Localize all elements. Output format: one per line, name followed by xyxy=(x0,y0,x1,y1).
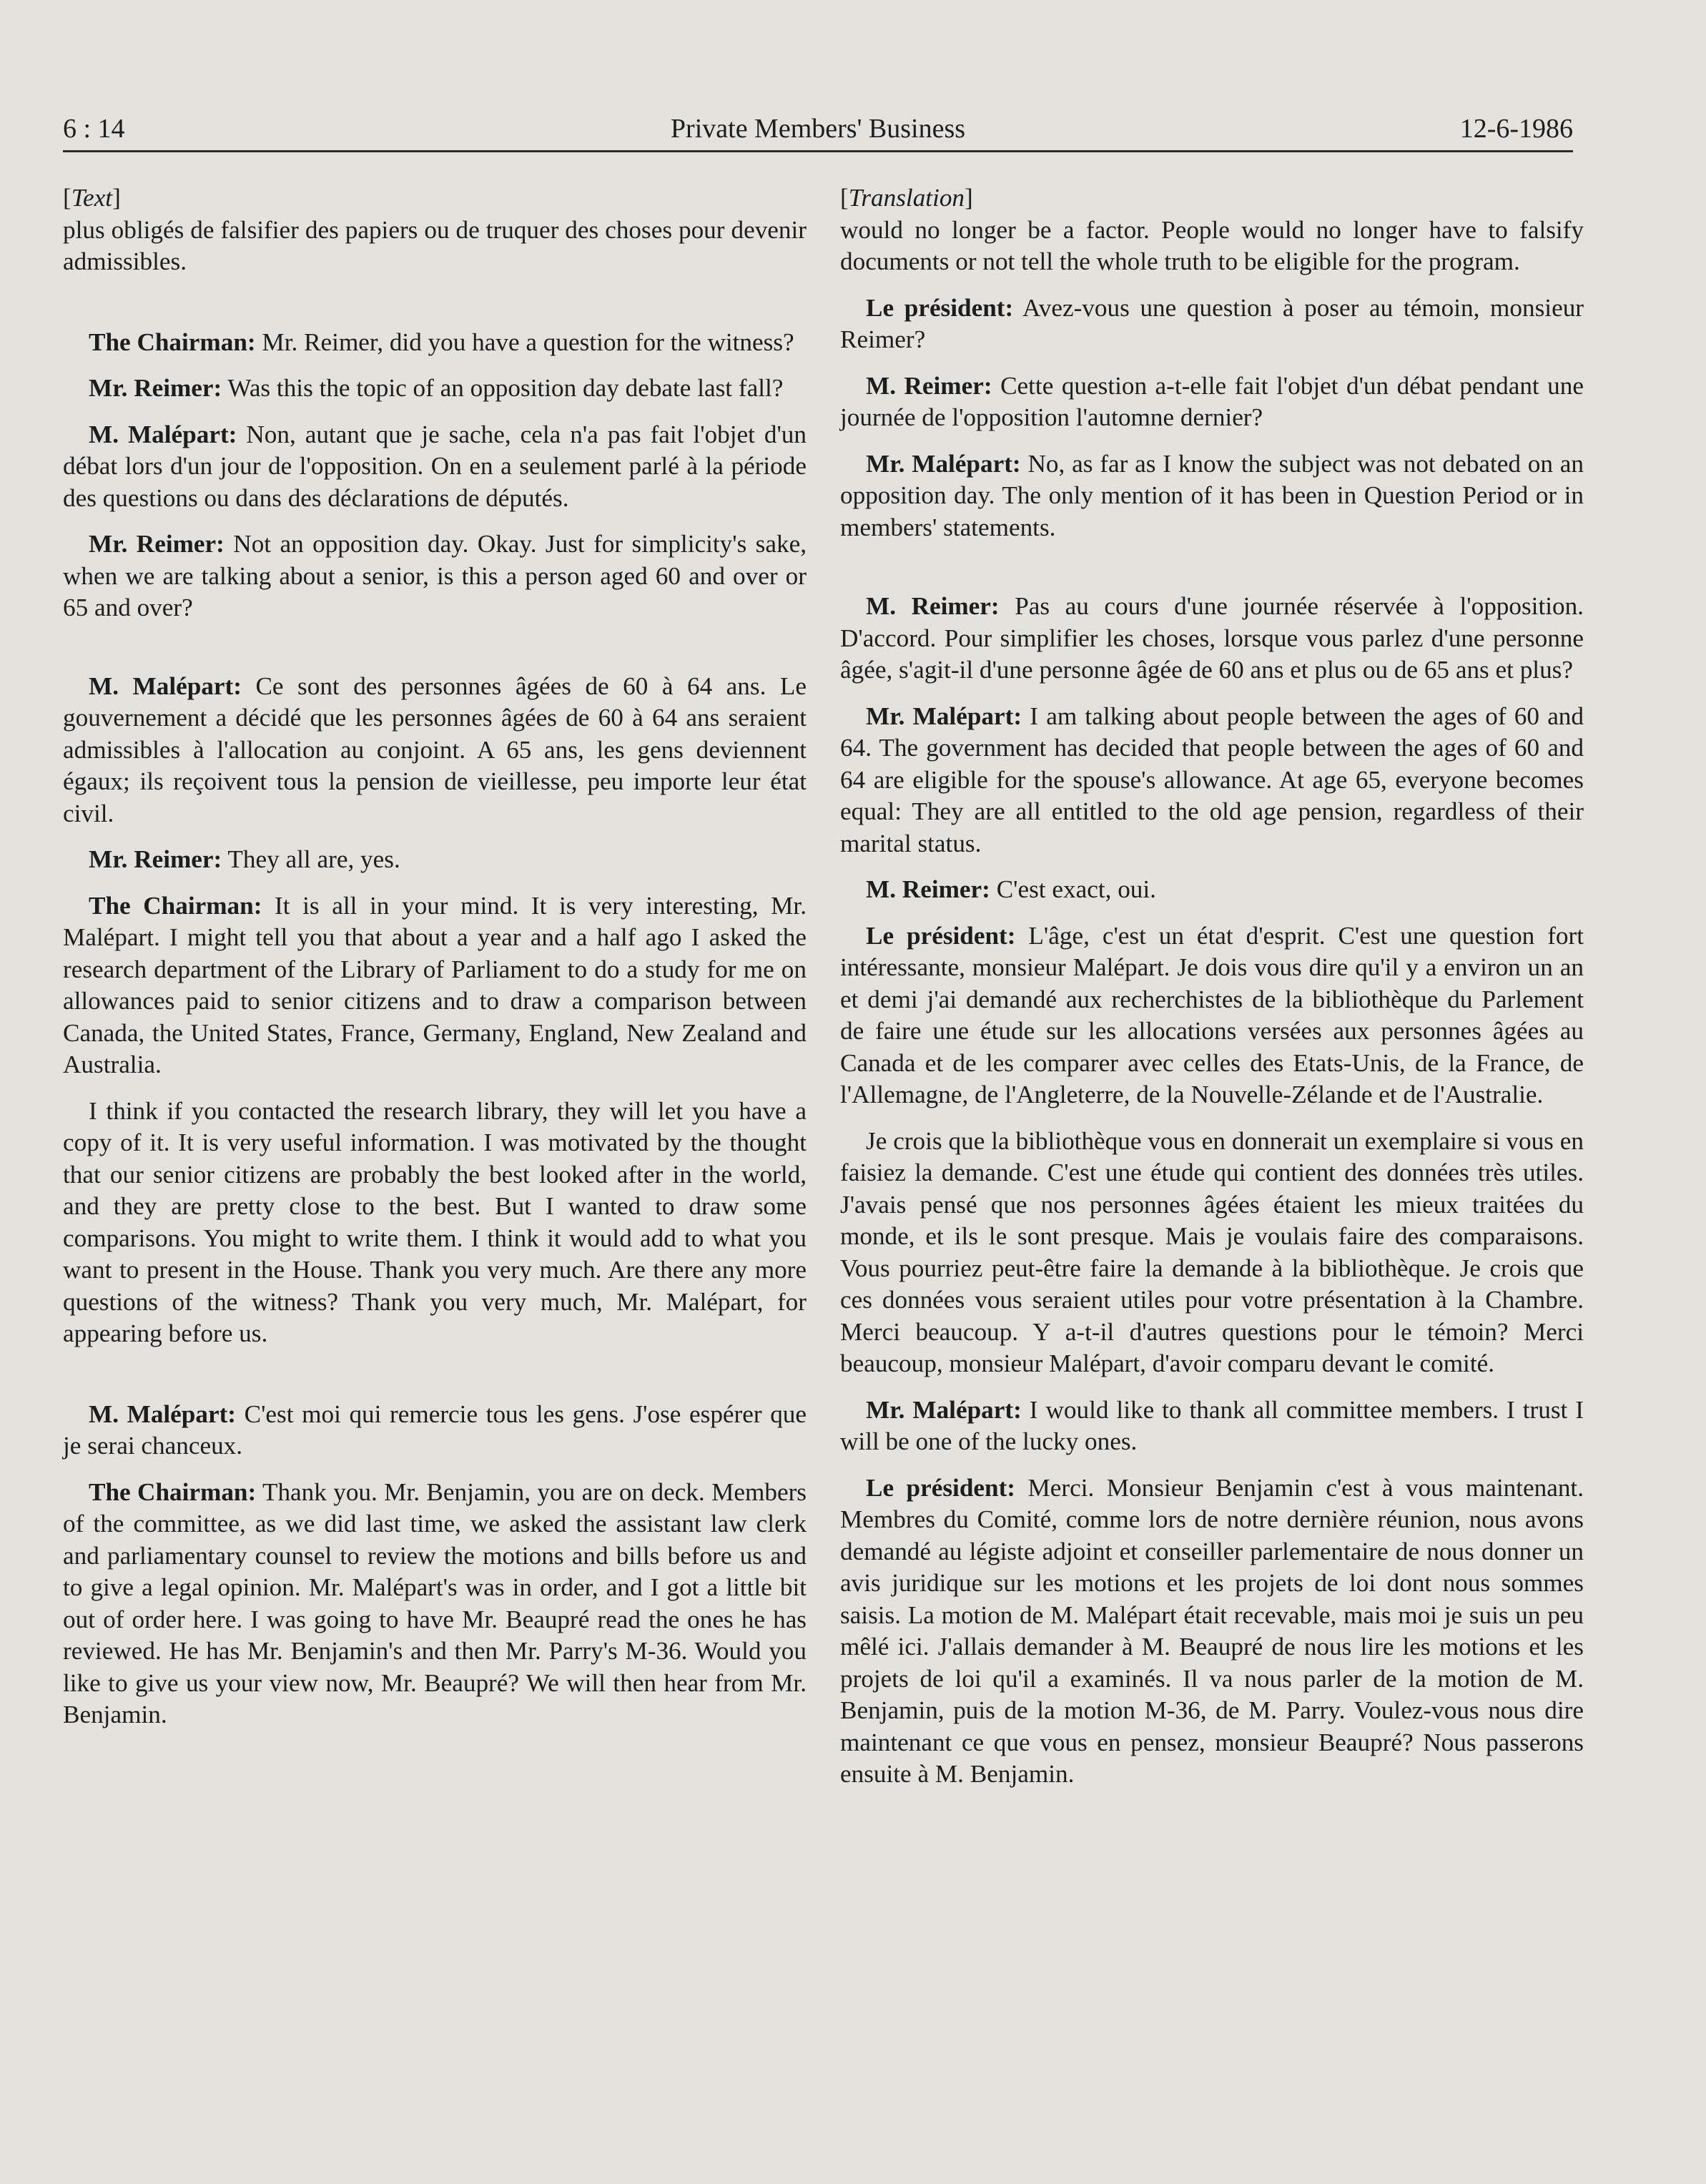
speech-paragraph: Mr. Reimer: They all are, yes. xyxy=(89,845,400,873)
page-title: Private Members' Business xyxy=(670,114,966,144)
speech-paragraph: M. Malépart: Non, autant que je sache, cela n'a pas fait l'objet d'un débat lors d'un jour de l'opposition. On en a seulement parlé à la période des questions ou dans des déclarations de députés. xyxy=(63,420,807,512)
speech-paragraph: M. Reimer: Pas au cours d'une journée réservée à l'opposition. D'accord. Pour simplifier les choses, lorsque vous parlez d'une personne âgée, s'agit-il d'une personne âgée de 60 ans et plus ou de 65 ans et plus? xyxy=(840,592,1584,684)
speaker-name: M. Reimer: xyxy=(866,371,992,400)
speaker-name: M. Reimer: xyxy=(866,592,1000,620)
speaker-name: Mr. Malépart: xyxy=(866,1395,1022,1424)
continued-paragraph: would no longer be a factor. People would no longer have to falsify documents or not tell the whole truth to be eligible for the program. xyxy=(840,215,1584,275)
speech-paragraph: Mr. Malépart: No, as far as I know the subject was not debated on an opposition day. The only mention of it has been in Question Period or in members' statements. xyxy=(840,449,1584,541)
speaker-name: Mr. Reimer: xyxy=(89,374,222,402)
right-column xyxy=(840,182,1584,1791)
speech-paragraph: I think if you contacted the research library, they will let you have a copy of it. It is very useful information. I was motivated by the thought that our senior citizens are probably the best looked after in the world, and they are pretty close to the best. But I wanted to draw some comparisons. You might to write them. I think it would add to what you want to present in the House. Thank you very much. Are there any more questions of the witness? Thank you very much, Mr. Malépart, for appearing before us. xyxy=(63,1096,807,1347)
speaker-name: The Chairman: xyxy=(89,328,256,356)
speaker-name: M. Reimer: xyxy=(866,875,990,903)
speaker-name: M. Malépart: xyxy=(89,1400,237,1428)
left-column xyxy=(63,182,807,1731)
speaker-name: Mr. Reimer: xyxy=(89,845,222,873)
speaker-name: Mr. Reimer: xyxy=(89,530,225,558)
speaker-name: The Chairman: xyxy=(89,1477,257,1506)
speaker-name: Mr. Malépart: xyxy=(866,702,1022,730)
page-date: 12-6-1986 xyxy=(1459,114,1573,144)
speech-paragraph: Le président: Merci. Monsieur Benjamin c'est à vous maintenant. Membres du Comité, comme lors de notre dernière réunion, nous avons demandé au légiste adjoint et conseiller parlementaire de nous donner un avis juridique sur les motions et les projets de loi dont nous sommes saisis. La motion de M. Malépart était recevable, mais moi je suis un peu mêlé ici. J'allais demander à M. Beaupré de nous lire les motions et les projets de loi qu'il a examinés. Il va nous parler de la motion de M. Benjamin, puis de la motion M-36, de M. Parry. Voulez-vous nous dire maintenant ce que vous en pensez, monsieur Beaupré? Nous passerons ensuite à M. Benjamin. xyxy=(840,1473,1584,1788)
speech-paragraph: Mr. Reimer: Not an opposition day. Okay. Just for simplicity's sake, when we are talking about a senior, is this a person aged 60 and over or 65 and over? xyxy=(63,530,807,621)
continued-paragraph: plus obligés de falsifier des papiers ou de truquer des choses pour devenir admissibles. xyxy=(63,215,807,275)
speech-paragraph: The Chairman: Thank you. Mr. Benjamin, you are on deck. Members of the committee, as we did last time, we asked the assistant law clerk and parliamentary counsel to review the motions and bills before us and to give a legal opinion. Mr. Malépart's was in order, and I got a little bit out of order here. I was going to have Mr. Beaupré read the ones he has reviewed. He has Mr. Benjamin's and then Mr. Parry's M-36. Would you like to give us your view now, Mr. Beaupré? We will then hear from Mr. Benjamin. xyxy=(63,1477,807,1728)
speaker-name: Le président: xyxy=(866,921,1016,950)
speech-paragraph: Le président: Avez-vous une question à poser au témoin, monsieur Reimer? xyxy=(840,293,1584,353)
section-marker: [Translation] xyxy=(840,184,973,212)
speech-paragraph: The Chairman: Mr. Reimer, did you have a question for the witness? xyxy=(89,328,794,356)
speech-paragraph: The Chairman: It is all in your mind. It is very interesting, Mr. Malépart. I might tell you that about a year and a half ago I asked the research department of the Library of Parliament to do a study for me on allowances paid to senior citizens and to draw a comparison between Canada, the United States, France, Germany, England, New Zealand and Australia. xyxy=(63,891,807,1078)
speech-paragraph: Mr. Reimer: Was this the topic of an opposition day debate last fall? xyxy=(89,374,784,402)
speech-paragraph: M. Malépart: C'est moi qui remercie tous les gens. J'ose espérer que je serai chanceux. xyxy=(63,1400,807,1460)
speaker-name: Le président: xyxy=(866,293,1014,322)
speaker-name: Mr. Malépart: xyxy=(866,449,1021,478)
speaker-name: Le président: xyxy=(866,1473,1016,1502)
speech-paragraph: Le président: L'âge, c'est un état d'esprit. C'est une question fort intéressante, monsieur Malépart. Je dois vous dire qu'il y a environ un an et demi j'ai demandé aux recherchistes de la bibliothèque du Parlement de faire une étude sur les allocations versées aux personnes âgées au Canada et de les comparer avec celles des Etats-Unis, de la France, de l'Allemagne, de l'Angleterre, de la Nouvelle-Zélande et de l'Australie. xyxy=(840,921,1584,1108)
section-marker: [Text] xyxy=(63,184,121,212)
speaker-name: M. Malépart: xyxy=(89,420,237,448)
page-header xyxy=(63,107,1573,152)
speech-paragraph: M. Reimer: C'est exact, oui. xyxy=(866,875,1156,903)
speech-paragraph: M. Reimer: Cette question a-t-elle fait l'objet d'un débat pendant une journée de l'opposition l'automne dernier? xyxy=(840,371,1584,431)
speech-paragraph: Mr. Malépart: I am talking about people between the ages of 60 and 64. The government has decided that people between the ages of 60 and 64 are eligible for the spouse's allowance. At age 65, everyone becomes equal: They are all entitled to the old age pension, regardless of their marital status. xyxy=(840,702,1584,857)
speech-paragraph: Mr. Malépart: I would like to thank all committee members. I trust I will be one of the lucky ones. xyxy=(840,1395,1584,1455)
speech-paragraph: Je crois que la bibliothèque vous en donnerait un exemplaire si vous en faisiez la demande. C'est une étude qui contient des données très utiles. J'avais pensé que nos personnes âgées étaient les mieux traitées du monde, et ils le sont presque. Mais je voulais faire des comparaisons. Vous pourriez peut-être faire la demande à la bibliothèque. Je crois que ces données vous seraient utiles pour votre présentation à la Chambre. Merci beaucoup. Y a-t-il d'autres questions pour le témoin? Merci beaucoup, monsieur Malépart, d'avoir comparu devant le comité. xyxy=(840,1126,1584,1377)
page-number: 6 : 14 xyxy=(63,114,125,144)
speech-paragraph: M. Malépart: Ce sont des personnes âgées de 60 à 64 ans. Le gouvernement a décidé que les personnes âgées de 60 à 64 ans seraient admissibles à l'allocation au conjoint. A 65 ans, les gens deviennent égaux; ils reçoivent tous la pension de vieillesse, peu importe leur état civil. xyxy=(63,672,807,827)
speaker-name: The Chairman: xyxy=(89,891,262,920)
speaker-name: M. Malépart: xyxy=(89,672,242,700)
